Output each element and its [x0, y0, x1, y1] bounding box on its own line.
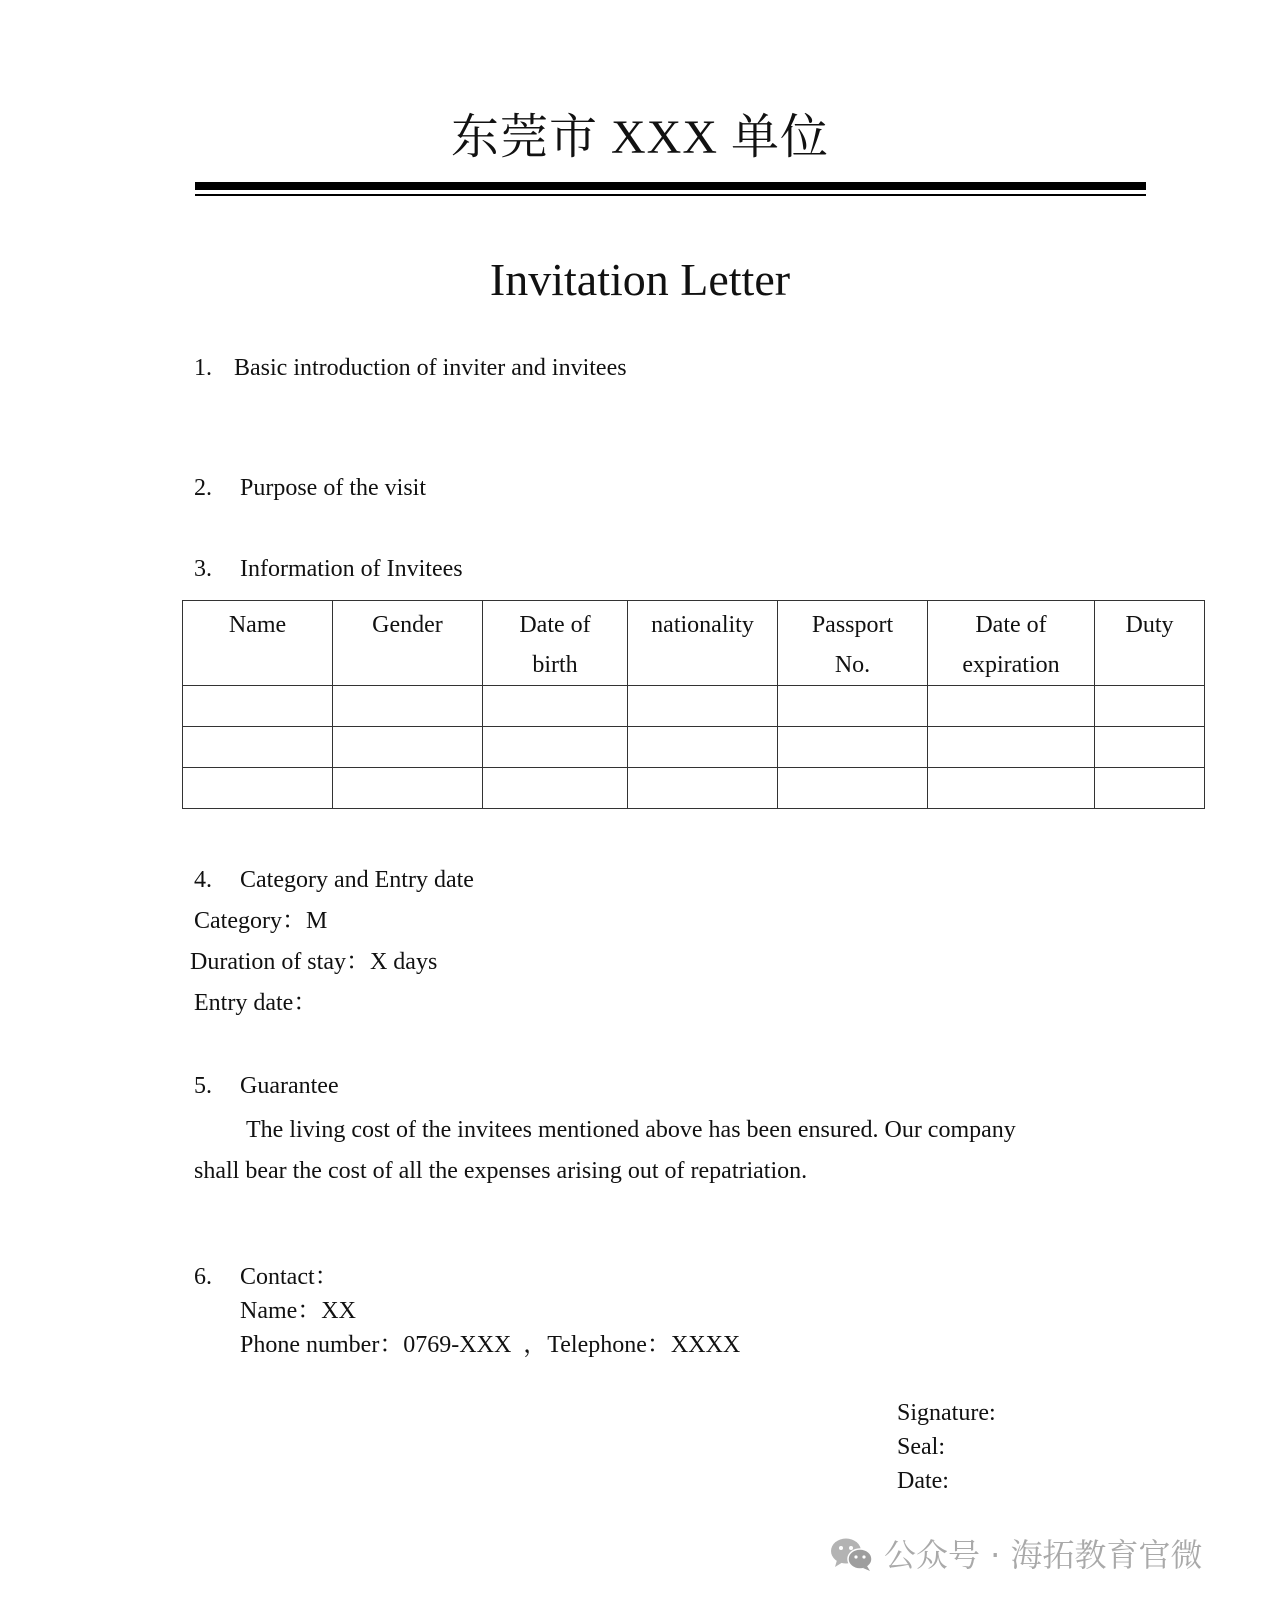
- table-cell: [628, 768, 778, 809]
- table-cell: [928, 686, 1095, 727]
- guarantee-line-1-text: The living cost of the invitees mentioned above has been ensured. Our company: [246, 1117, 1016, 1143]
- category-line: Category：M: [194, 908, 328, 934]
- date-label: Date:: [897, 1468, 949, 1494]
- header-rule-thin: [195, 194, 1146, 196]
- table-cell: [333, 768, 483, 809]
- table-row: [183, 727, 1205, 768]
- guarantee-line-1: [194, 1110, 1094, 1151]
- section-4-number: 4.: [194, 867, 212, 893]
- table-cell: [183, 768, 333, 809]
- header-rule-thick: [195, 182, 1146, 190]
- table-cell: [333, 686, 483, 727]
- section-6-heading: [194, 1261, 339, 1293]
- section-3-title: Information of Invitees: [240, 556, 463, 582]
- col-header-date-of-expiration: [928, 601, 1095, 686]
- table-cell: [778, 727, 928, 768]
- watermark-text: 公众号 · 海拓教育官微: [884, 1536, 1203, 1574]
- guarantee-paragraph: [194, 1110, 1094, 1192]
- table-cell: [483, 768, 628, 809]
- section-6-title: Contact：: [240, 1264, 339, 1290]
- section-5-number: 5.: [194, 1073, 212, 1099]
- invitees-table: [182, 600, 1205, 809]
- section-5-heading: [194, 1070, 339, 1102]
- col-header-passport-line1: Passport: [811, 612, 894, 638]
- table-cell: [483, 686, 628, 727]
- col-header-dob-line1: Date of: [519, 612, 591, 638]
- col-header-passport-line2: No.: [834, 652, 871, 678]
- table-cell: [1095, 727, 1205, 768]
- table-cell: [1095, 686, 1205, 727]
- section-1-heading: [194, 352, 627, 384]
- col-header-dob-line2: birth: [532, 652, 578, 678]
- contact-name: Name：XX: [240, 1298, 356, 1324]
- col-header-expiration-line2: expiration: [962, 652, 1060, 678]
- section-3-heading: [194, 553, 463, 585]
- section-3-number: 3.: [194, 556, 212, 582]
- contact-phone: Phone number：0769-XXX ，Telephone：XXXX: [240, 1332, 741, 1358]
- table-cell: [628, 727, 778, 768]
- table-cell: [483, 727, 628, 768]
- col-header-nationality: nationality: [628, 601, 778, 686]
- seal-label: Seal:: [897, 1434, 945, 1460]
- table-cell: [928, 727, 1095, 768]
- col-header-passport-no: [778, 601, 928, 686]
- organization-title: 东莞市 XXX 单位: [451, 111, 829, 164]
- section-2-title: Purpose of the visit: [240, 475, 426, 501]
- table-cell: [778, 686, 928, 727]
- table-cell: [628, 686, 778, 727]
- table-row: [183, 686, 1205, 727]
- entry-date-line: Entry date：: [194, 990, 318, 1016]
- section-4-title: Category and Entry date: [240, 867, 474, 893]
- section-1-title: Basic introduction of inviter and invitees: [234, 355, 627, 381]
- table-cell: [333, 727, 483, 768]
- col-header-date-of-birth: [483, 601, 628, 686]
- section-4-heading: [194, 864, 474, 896]
- table-cell: [1095, 768, 1205, 809]
- document-title: Invitation Letter: [489, 254, 791, 305]
- section-2-heading: [194, 472, 426, 504]
- table-row: [183, 768, 1205, 809]
- table-cell: [183, 686, 333, 727]
- table-header-row: [183, 601, 1205, 686]
- guarantee-line-2: shall bear the cost of all the expenses arising out of repatriation.: [194, 1158, 808, 1184]
- section-1-number: 1.: [194, 355, 212, 381]
- table-cell: [183, 727, 333, 768]
- watermark: [830, 1533, 1203, 1577]
- col-header-duty: Duty: [1095, 601, 1205, 686]
- section-2-number: 2.: [194, 475, 212, 501]
- col-header-gender: Gender: [333, 601, 483, 686]
- col-header-name: Name: [183, 601, 333, 686]
- table-cell: [778, 768, 928, 809]
- section-5-title: Guarantee: [240, 1073, 339, 1099]
- signature-label: Signature:: [897, 1400, 996, 1426]
- wechat-icon: [830, 1536, 874, 1572]
- col-header-expiration-line1: Date of: [975, 612, 1047, 638]
- section-6-number: 6.: [194, 1264, 212, 1290]
- duration-line: Duration of stay：X days: [190, 949, 438, 975]
- table-cell: [928, 768, 1095, 809]
